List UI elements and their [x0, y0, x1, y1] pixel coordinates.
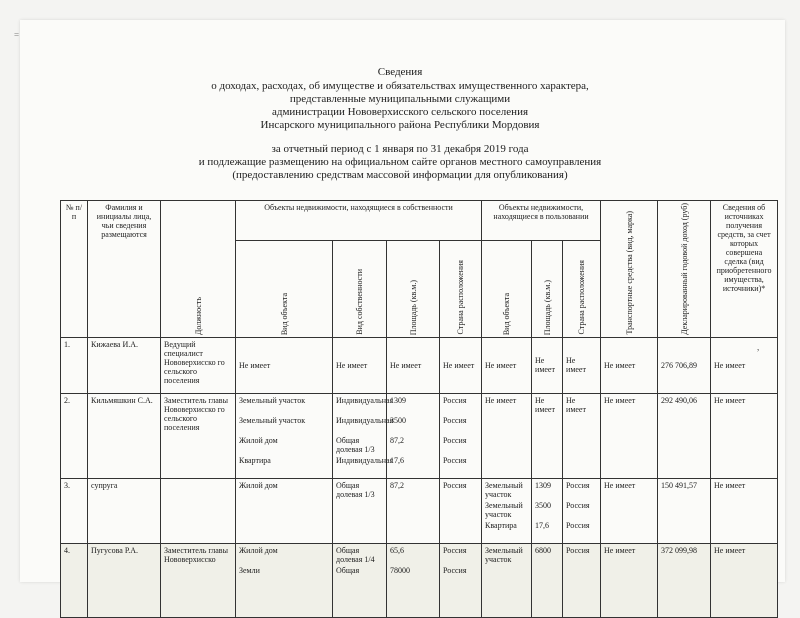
row-position — [161, 478, 236, 543]
col-used-country — [563, 241, 601, 338]
col-owned-type — [236, 241, 333, 338]
row-sources: Не имеет — [711, 393, 778, 478]
table-row — [61, 337, 778, 393]
row-owned-ownership: Не имеет — [333, 337, 387, 393]
table-row — [61, 543, 778, 617]
row-name: Кижаева И.А. — [88, 337, 161, 393]
row-vehicles: Не имеет — [601, 337, 658, 393]
row-owned-type: Не имеет — [236, 337, 333, 393]
row-used-type: Земельный участок — [482, 543, 532, 617]
ownership-item: Индивидуальная — [336, 395, 394, 405]
col-owned-ownership — [333, 241, 387, 338]
row-income: 372 099,98 — [658, 543, 711, 617]
row-income: 292 490,06 — [658, 393, 711, 478]
ownership-item: Индивидуальная — [336, 455, 394, 465]
col-owned-ownership-label: Вид собственности — [355, 269, 364, 335]
row-used-area: Не имеет — [532, 393, 563, 478]
row-owned-country — [440, 393, 482, 478]
pen-mark: , — [757, 342, 760, 352]
ownership-item: Общая долевая 1/3 — [336, 435, 375, 454]
row-sources: Не имеет — [711, 543, 778, 617]
country-item: Россия — [443, 395, 467, 405]
row-position: Заместитель главы Нововерхисско го сельского поселения — [161, 393, 236, 478]
col-used-group: Объекты недвижимости, находящиеся в пользовании — [482, 201, 601, 241]
owned-type-item: Земельный участок — [239, 415, 306, 425]
corner-mark: = — [14, 30, 20, 40]
country-item: Россия — [443, 455, 467, 465]
row-owned-type: Жилой дом — [236, 478, 333, 543]
col-used-area — [532, 241, 563, 338]
row-used-area: 6800 — [532, 543, 563, 617]
col-position — [161, 201, 236, 338]
ownership-item: Индивидуальная — [336, 415, 394, 425]
row-used-country: Россия — [563, 543, 601, 617]
row-owned-type — [236, 543, 333, 617]
area-item: 17,6 — [390, 455, 404, 465]
row-num: 4. — [61, 543, 88, 617]
owned-type-item: Земельный участок — [239, 395, 306, 405]
owned-type-item: Жилой дом — [239, 545, 278, 555]
row-owned-country — [440, 543, 482, 617]
row-used-country — [563, 478, 601, 543]
row-sources: Не имеет — [711, 478, 778, 543]
row-position: Ведущий специалист Нововерхисско го сельского поселения — [161, 337, 236, 393]
doc-subtitle-4: Инсарского муниципального района Республики Мордовия — [260, 119, 540, 131]
row-position: Заместитель главы Нововерхисско — [161, 543, 236, 617]
area-item: 65,6 — [390, 545, 404, 555]
col-name: Фамилия и инициалы лица, чьи сведения размещаются — [88, 201, 161, 338]
area-item: 1309 — [390, 395, 406, 405]
used-country-item: Россия — [566, 480, 590, 490]
used-country-item: Россия — [566, 520, 590, 530]
owned-type-item: Земли — [239, 565, 260, 575]
doc-subtitle-2: представленные муниципальными служащими — [289, 93, 511, 105]
col-owned-group: Объекты недвижимости, находящиеся в собственности — [236, 201, 482, 241]
row-num: 1. — [61, 337, 88, 393]
ownership-item: Общая долевая 1/4 — [336, 545, 375, 564]
used-type-item: Земельный участок — [485, 480, 523, 499]
col-sources: Сведения об источниках получения средств, за счет которых совершена сделка (вид приобретенного имущества, источники)* — [711, 201, 778, 338]
row-owned-area — [387, 393, 440, 478]
used-type-item: Квартира — [485, 520, 517, 530]
col-used-type-label: Вид объекта — [502, 292, 512, 335]
col-owned-country — [440, 241, 482, 338]
doc-publication-note: и подлежащие размещению на официальном сайте органов местного самоуправления — [198, 156, 602, 168]
col-owned-country-label: Страна расположения — [456, 260, 466, 335]
row-owned-type — [236, 393, 333, 478]
row-used-type — [482, 478, 532, 543]
area-item: 3500 — [390, 415, 406, 425]
row-owned-ownership: Общая долевая 1/3 — [333, 478, 387, 543]
row-sources: Не имеет — [711, 337, 778, 393]
row-used-country: Не имеет — [563, 337, 601, 393]
row-owned-ownership — [333, 543, 387, 617]
owned-type-item: Жилой дом — [239, 435, 278, 445]
area-item: 78000 — [390, 565, 410, 575]
row-owned-ownership — [333, 393, 394, 478]
col-income — [658, 201, 711, 338]
row-name: Кильмяшкин С.А. — [88, 393, 161, 478]
doc-title: Сведения — [377, 66, 423, 78]
doc-subtitle-3: администрации Нововерхисского сельского поселения — [271, 106, 529, 118]
col-income-label: Декларированный годовой доход (руб) — [679, 203, 689, 335]
row-used-area — [532, 478, 563, 543]
table-row — [61, 478, 778, 543]
row-used-type: Не имеет — [482, 337, 532, 393]
income-table — [60, 200, 778, 618]
doc-media-note: (предоставлению средствам массовой информации для опубликования) — [232, 169, 568, 181]
doc-subtitle-1: о доходах, расходах, об имуществе и обязательствах имущественного характера, — [211, 80, 589, 92]
table-row — [61, 393, 778, 478]
country-item: Россия — [443, 415, 467, 425]
col-owned-area-label: Площадь (кв.м.) — [408, 279, 418, 335]
row-owned-area: Не имеет — [387, 337, 440, 393]
used-area-item: 1309 — [535, 480, 552, 490]
row-vehicles: Не имеет — [601, 393, 658, 478]
ownership-item: Общая — [336, 565, 360, 575]
area-item: 87,2 — [390, 435, 404, 445]
col-num: № п/п — [61, 201, 88, 338]
col-owned-area — [387, 241, 440, 338]
country-item: Россия — [443, 545, 467, 555]
used-type-item: Земельный участок — [485, 500, 523, 519]
col-vehicles-label: Транспортные средства (вид, марка) — [624, 211, 634, 335]
doc-period: за отчетный период с 1 января по 31 декабря 2019 года — [271, 143, 529, 155]
row-name: Пугусова Р.А. — [88, 543, 161, 617]
used-area-item: 3500 — [535, 500, 552, 510]
row-owned-country: Россия — [440, 478, 482, 543]
col-used-country-label: Страна расположения — [577, 260, 587, 335]
row-num: 3. — [61, 478, 88, 543]
col-position-label: Должность — [193, 296, 203, 335]
row-used-type: Не имеет — [482, 393, 532, 478]
used-country-item: Россия — [566, 500, 590, 510]
col-used-area-label: Площадь (кв.м.) — [542, 279, 552, 335]
row-num: 2. — [61, 393, 88, 478]
header-row-top — [61, 201, 778, 241]
row-used-area: Не имеет — [532, 337, 563, 393]
col-owned-type-label: Вид объекта — [279, 292, 289, 335]
row-owned-area: 87,2 — [387, 478, 440, 543]
row-owned-country: Не имеет — [440, 337, 482, 393]
used-area-item: 17,6 — [535, 520, 550, 530]
owned-type-item: Квартира — [239, 455, 271, 465]
row-income: 276 706,89 — [658, 337, 711, 393]
country-item: Россия — [443, 565, 467, 575]
country-item: Россия — [443, 435, 467, 445]
col-used-type — [482, 241, 532, 338]
row-income: 150 491,57 — [658, 478, 711, 543]
row-used-country: Не имеет — [563, 393, 601, 478]
row-name: супруга — [88, 478, 161, 543]
row-vehicles: Не имеет — [601, 543, 658, 617]
row-vehicles: Не имеет — [601, 478, 658, 543]
col-vehicles — [601, 201, 658, 338]
row-owned-area — [387, 543, 440, 617]
